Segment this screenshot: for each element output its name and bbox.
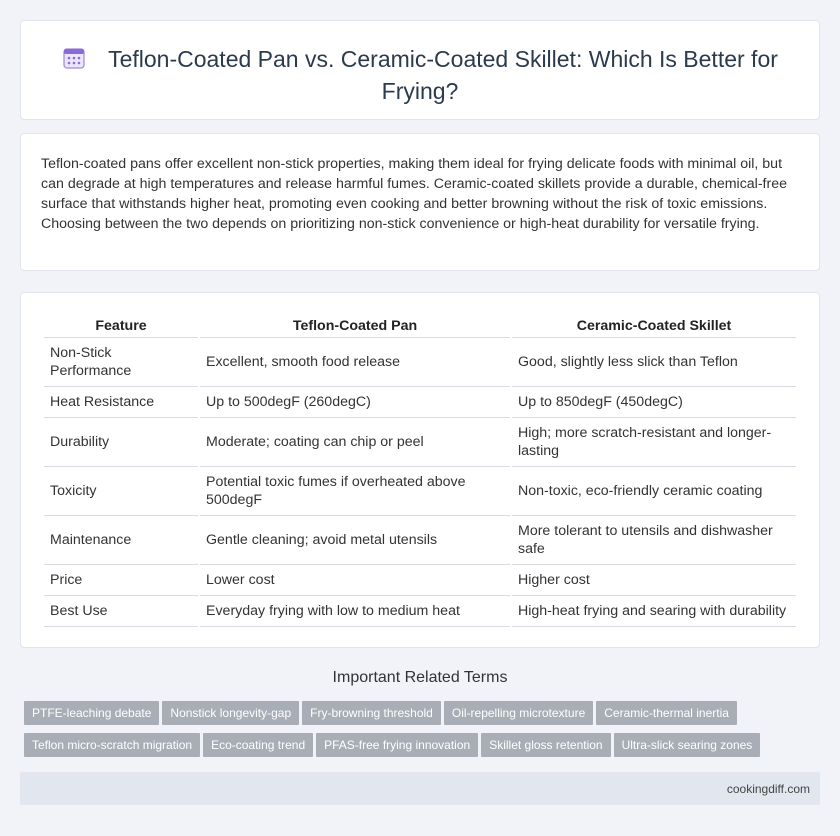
table-row (44, 596, 796, 627)
related-tag[interactable]: Nonstick longevity-gap (162, 701, 299, 725)
footer-site-link[interactable]: cookingdiff.com (726, 782, 810, 796)
row-ceramic: More tolerant to utensils and dishwasher safe (512, 516, 796, 565)
row-ceramic: Up to 850degF (450degC) (512, 387, 796, 418)
comparison-card (20, 292, 820, 648)
row-teflon: Everyday frying with low to medium heat (200, 596, 510, 627)
related-tag[interactable]: Eco-coating trend (203, 733, 313, 757)
page-title: Teflon-Coated Pan vs. Ceramic-Coated Skillet: Which Is Better for Frying? (108, 46, 778, 104)
row-feature: Heat Resistance (44, 387, 198, 418)
row-feature: Best Use (44, 596, 198, 627)
row-feature: Toxicity (44, 467, 198, 516)
related-tag[interactable]: Ceramic-thermal inertia (596, 701, 737, 725)
table-row (44, 516, 796, 565)
row-teflon: Moderate; coating can chip or peel (200, 418, 510, 467)
row-teflon: Excellent, smooth food release (200, 338, 510, 387)
related-tag[interactable]: Skillet gloss retention (481, 733, 610, 757)
table-row (44, 418, 796, 467)
row-teflon: Up to 500degF (260degC) (200, 387, 510, 418)
related-tag[interactable]: Fry-browning threshold (302, 701, 441, 725)
related-tag[interactable]: Oil-repelling microtexture (444, 701, 593, 725)
header-teflon: Teflon-Coated Pan (200, 312, 510, 338)
page-title-wrap (41, 45, 799, 106)
related-tag[interactable]: PFAS-free frying innovation (316, 733, 478, 757)
row-ceramic: Good, slightly less slick than Teflon (512, 338, 796, 387)
related-tag[interactable]: Ultra-slick searing zones (614, 733, 761, 757)
table-row (44, 467, 796, 516)
row-feature: Non-Stick Performance (44, 338, 198, 387)
intro-paragraph: Teflon-coated pans offer excellent non-stick properties, making them ideal for frying delicate foods with minimal oil, but can degrade at high temperatures and release harmful fumes. Ceramic-coated skillets provide a durable, chemical-free surface that withstands higher heat, promoting even cooking and better browning without the risk of toxic emissions. Choosing between the two depends on prioritizing non-stick convenience or high-heat durability for versatile frying. (41, 156, 788, 232)
row-teflon: Lower cost (200, 565, 510, 596)
row-ceramic: High-heat frying and searing with durability (512, 596, 796, 627)
row-feature: Maintenance (44, 516, 198, 565)
related-terms-title: Important Related Terms (332, 669, 508, 686)
row-teflon: Gentle cleaning; avoid metal utensils (200, 516, 510, 565)
row-teflon: Potential toxic fumes if overheated above 500degF (200, 467, 510, 516)
header-feature: Feature (44, 312, 198, 338)
table-row (44, 338, 796, 387)
comparison-table (42, 312, 798, 627)
row-ceramic: Non-toxic, eco-friendly ceramic coating (512, 467, 796, 516)
table-row (44, 387, 796, 418)
related-tag[interactable]: PTFE-leaching debate (24, 701, 159, 725)
title-card (20, 20, 820, 120)
table-row (44, 565, 796, 596)
intro-card (20, 133, 820, 271)
row-ceramic: Higher cost (512, 565, 796, 596)
row-feature: Price (44, 565, 198, 596)
row-ceramic: High; more scratch-resistant and longer-lasting (512, 418, 796, 467)
header-ceramic: Ceramic-Coated Skillet (512, 312, 796, 338)
related-tag[interactable]: Teflon micro-scratch migration (24, 733, 200, 757)
row-feature: Durability (44, 418, 198, 467)
calendar-icon (62, 46, 86, 77)
related-terms-tags (24, 701, 804, 765)
footer (20, 772, 820, 805)
table-header-row (44, 312, 796, 338)
